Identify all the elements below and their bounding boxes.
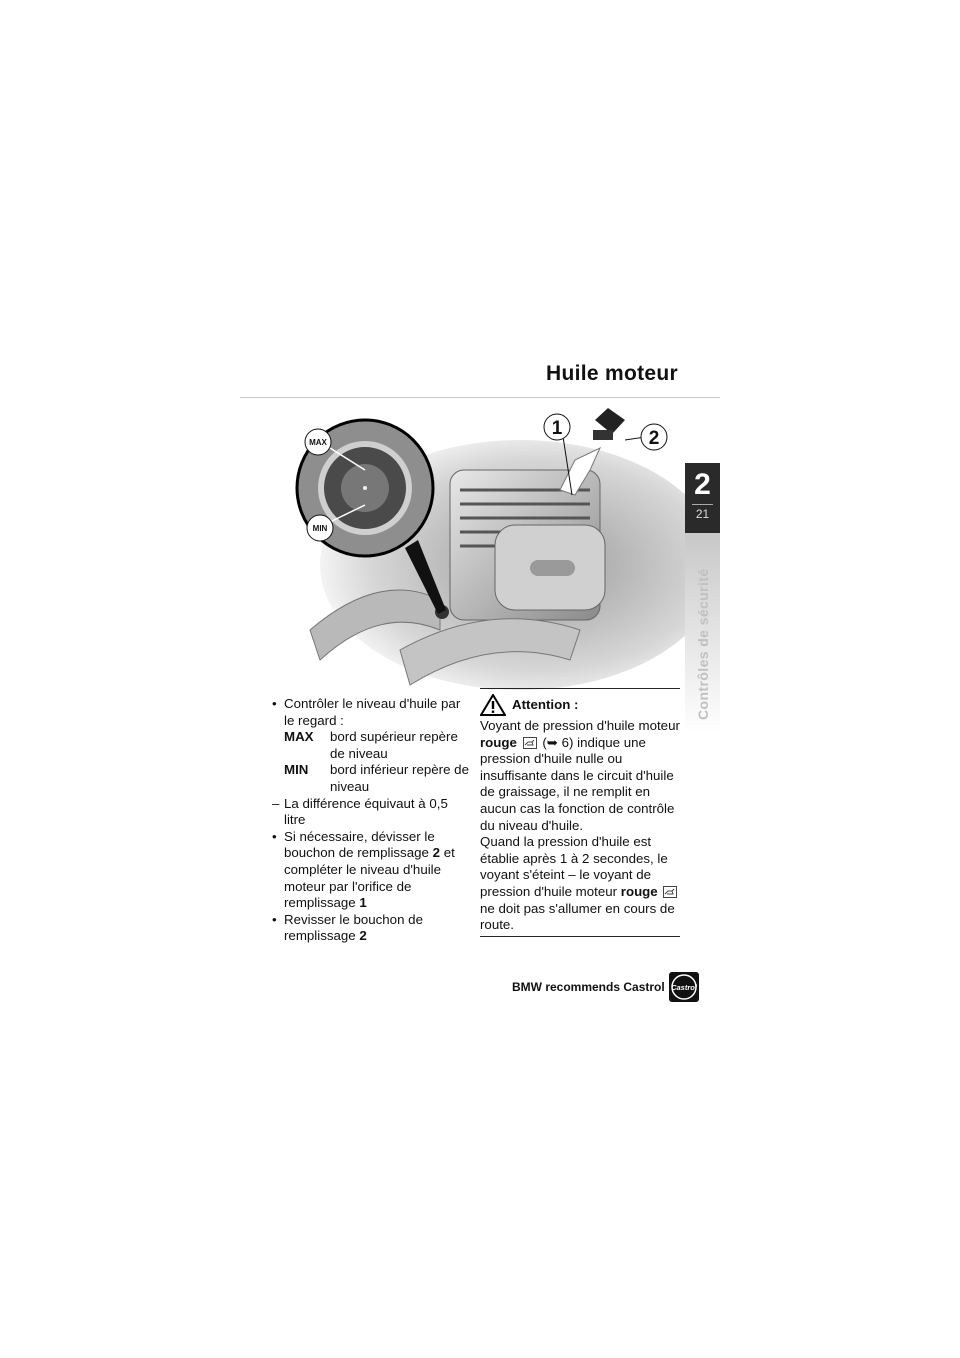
bullet-text: Si nécessaire, dévisser le bouchon de remplissage bbox=[284, 828, 435, 861]
castrol-logo-icon bbox=[669, 972, 699, 1002]
engine-illustration bbox=[290, 400, 730, 690]
warning-title: Attention : bbox=[512, 696, 579, 712]
ref-number: 2 bbox=[359, 928, 367, 944]
min-definition bbox=[272, 762, 472, 795]
min-description: bord inférieur repère de niveau bbox=[330, 762, 469, 794]
filler-cap-icon bbox=[593, 408, 625, 440]
svg-text:Castrol: Castrol bbox=[670, 983, 697, 992]
callout-1: 1 bbox=[551, 418, 563, 439]
bullet-text: et compléter le niveau d'huile moteur par l'orifice de remplissage bbox=[284, 845, 455, 911]
chapter-tab bbox=[685, 463, 720, 533]
warning-heading bbox=[480, 694, 680, 716]
list-item bbox=[272, 796, 472, 829]
list-item bbox=[272, 696, 472, 729]
title-divider bbox=[240, 397, 720, 398]
list-item bbox=[272, 829, 472, 912]
oil-pressure-lamp-icon bbox=[663, 886, 677, 898]
chapter-number: 2 bbox=[694, 468, 711, 501]
bullet-marker: • bbox=[272, 911, 277, 927]
min-label: MIN bbox=[312, 524, 328, 533]
warning-paragraph-1: Voyant de pression d'huile moteur rouge (➥ 6) indique une pression d'huile nulle ou insuffisante dans le circuit d'huile de graissage, il ne remplit en aucun cas la fonction de contrôle du niveau d'huile. bbox=[480, 718, 680, 833]
max-definition bbox=[272, 729, 472, 762]
chapter-tab-rule bbox=[692, 504, 713, 505]
sponsor-text: BMW recommends Castrol bbox=[512, 980, 665, 994]
page-title: Huile moteur bbox=[546, 362, 678, 385]
page-number: 21 bbox=[695, 507, 710, 521]
bullet-text: Contrôler le niveau d'huile par le regard : bbox=[284, 696, 461, 728]
callout-2: 2 bbox=[648, 428, 660, 449]
oil-pressure-lamp-icon bbox=[523, 737, 537, 749]
bullet-marker: • bbox=[272, 696, 277, 711]
sponsor-footer bbox=[512, 972, 699, 1002]
min-term: MIN bbox=[284, 762, 309, 778]
warning-icon bbox=[480, 694, 506, 716]
bullet-marker: • bbox=[272, 828, 277, 844]
dash-text: La différence équivaut à 0,5 litre bbox=[284, 795, 448, 828]
max-label: MAX bbox=[309, 438, 327, 447]
instructions bbox=[272, 696, 472, 945]
dash-marker: – bbox=[272, 795, 280, 811]
warning-bottom-rule bbox=[480, 936, 680, 937]
max-term: MAX bbox=[284, 729, 314, 745]
ref-number: 2 bbox=[432, 845, 440, 861]
list-item bbox=[272, 912, 472, 945]
warning-box bbox=[480, 688, 680, 937]
section-label: Contrôles de sécurité bbox=[695, 568, 711, 720]
max-description: bord supérieur repère de niveau bbox=[330, 729, 458, 761]
warning-top-rule bbox=[480, 688, 680, 689]
warning-paragraph-2: Quand la pression d'huile est établie après 1 à 2 secondes, le voyant s'éteint – le voyant de pression d'huile moteur rouge ne doit pas s'allumer en cours de route. bbox=[480, 834, 680, 934]
cylinder-head bbox=[450, 470, 605, 620]
ref-number: 1 bbox=[359, 895, 367, 911]
bullet-text: Revisser le bouchon de remplissage bbox=[284, 911, 423, 944]
